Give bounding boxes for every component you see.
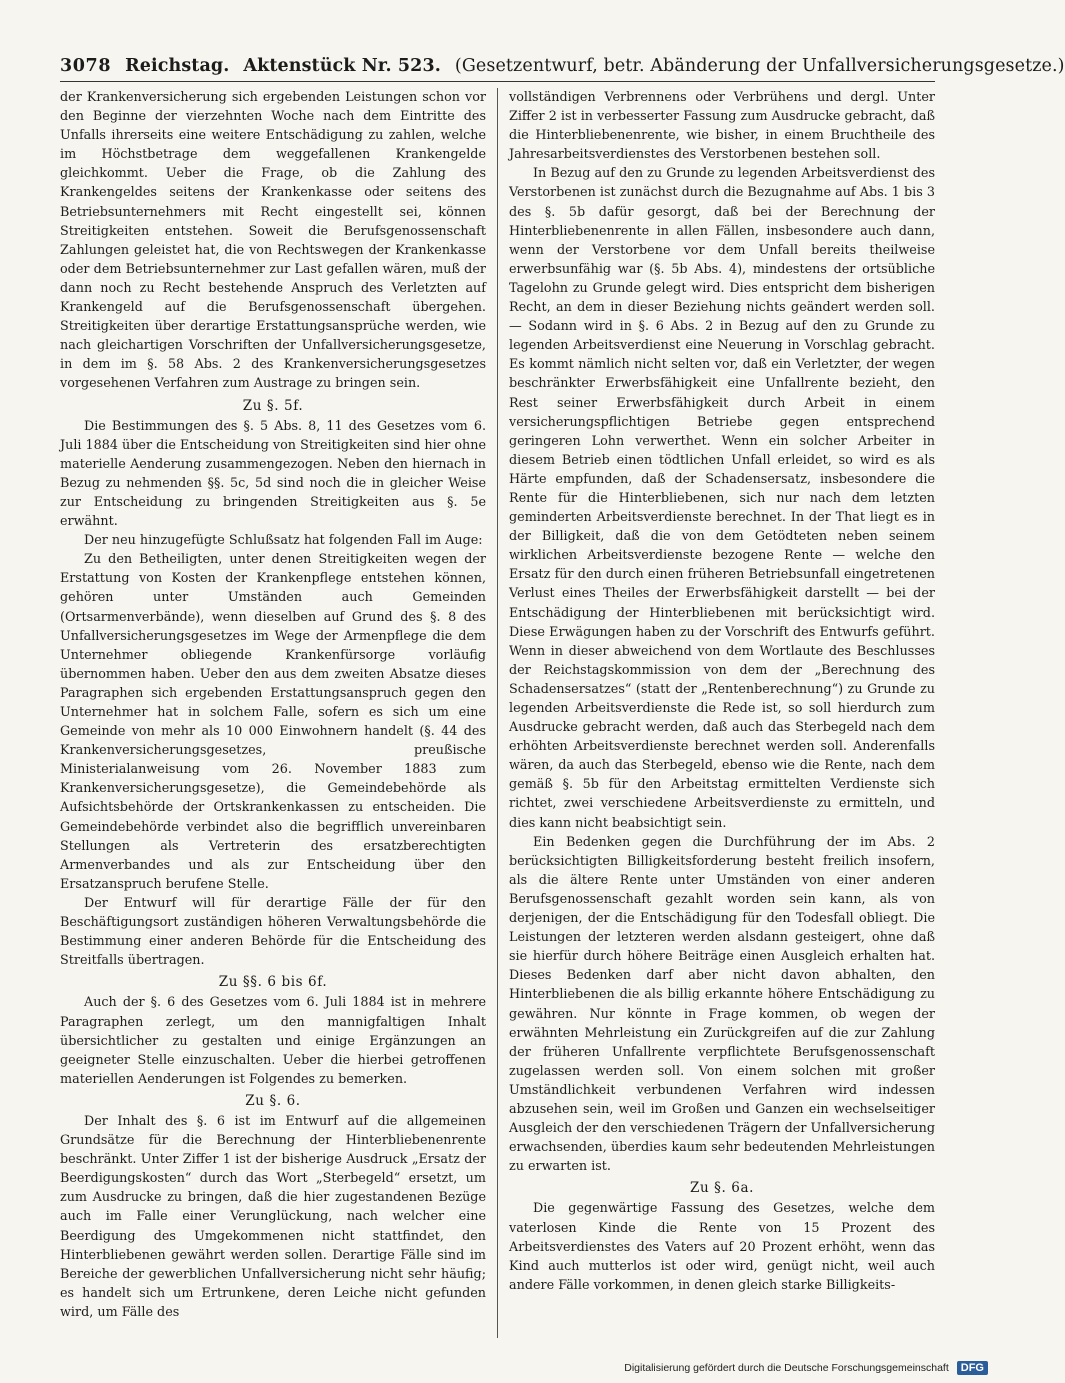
left-column [60,88,486,1338]
dfg-logo: DFG [957,1361,988,1375]
section-heading: Zu §§. 6 bis 6f. [218,974,328,991]
paragraph: Die gegenwärtige Fassung des Gesetzes, welche dem vaterlosen Kinde die Rente von 15 Prozent des Arbeitsverdienstes des Vaters auf 20 Prozent erhöht, wenn das Kind auch mutterlos ist oder wird, genügt nicht, weil auch andere Fälle vorkommen, in denen gleich starke Billigkeits- [509,1201,935,1293]
section-heading: Zu §. 6a. [689,1180,755,1197]
paragraph: Ein Bedenken gegen die Durchführung der im Abs. 2 berücksichtigten Billigkeitsforderung besteht freilich insofern, als die ältere Rente unter Umständen von einer anderen Berufsgenossenschaft gezahlt worden sein kann, als von derjenigen, der die Entschädigung für den Todesfall obliegt. Die Leistungen der letzteren werden alsdann gesteigert, ohne daß sie hierfür durch höhere Beiträge einen Ausgleich erhalten hat. Dieses Bedenken darf aber nicht davon abhalten, den Hinterbliebenen die als billig erkannte höhere Entschädigung zu gewähren. Nur könnte in Frage kommen, ob wegen der erwähnten Mehrleistung ein Zurückgreifen auf die zur Zahlung der früheren Unfallrente verpflichtete Berufsgenossenschaft zugelassen werden soll. Von einem solchen mit großer Umständlichkeit verbundenen Verfahren wird indessen abzusehen sein, weil im Großen und Ganzen ein wechselseitiger Ausgleich der den verschiedenen Trägern der Unfallversicherung erwachsenden, überdies kaum sehr bedeutenden Mehrleistungen zu erwarten ist. [509,834,935,1175]
paragraph: Der Entwurf will für derartige Fälle der für den Beschäftigungsort zuständigen höheren Verwaltungsbehörde die Bestimmung einer anderen Behörde für die Entscheidung des Streitfalls übertragen. [60,895,486,969]
document-subject: (Gesetzentwurf, betr. Abänderung der Unfallversicherungsgesetze.) [454,56,1065,76]
page-number: 3078 [60,56,112,76]
paragraph: der Krankenversicherung sich ergebenden Leistungen schon vor den Beginne der vierzehnten Woche nach dem Eintritte des Unfalls ihrerseits eine weitere Entschädigung zu zahlen, welche im Höchstbetrage dem weggefallenen Krankengelde gleichkommt. Ueber die Frage, ob die Zahlung des Krankengeldes seitens der Krankenkasse oder seitens des Betriebsunternehmers mit Recht eingestellt sei, können Streitigkeiten entstehen. Soweit die Berufsgenossenschaft Zahlungen geleistet hat, die von Rechtswegen der Krankenkasse oder dem Betriebsunternehmer zur Last gefallen wären, muß der dann noch zu Recht bestehende Anspruch des Verletzten auf Krankengeld auf die Berufsgenossenschaft übergehen. Streitigkeiten über derartige Erstattungsansprüche werden, wie nach gleichartigen Vorschriften der Unfallversicherungsgesetze, in dem im §. 58 Abs. 2 des Krankenversicherungsgesetzes vorgesehenen Verfahren zum Austrage zu bringen sein. [60,90,486,392]
institution-name: Reichstag. [125,56,230,76]
paragraph: Der neu hinzugefügte Schlußsatz hat folgenden Fall im Auge: [84,533,483,549]
page-footer [624,1361,988,1375]
right-column [509,88,935,1338]
paragraph: Der Inhalt des §. 6 ist im Entwurf auf die allgemeinen Grundsätze für die Berechnung der Hinterbliebenenrente beschränkt. Unter Ziffer 1 ist der bisherige Ausdruck „Ersatz der Beerdigungskosten“ durch das Wort „Sterbegeld“ ersetzt, um zum Ausdrucke zu bringen, daß die hier zugestandenen Bezüge auch im Falle einer Verunglückung, nach welcher eine Beerdigung des Umgekommenen nicht stattfindet, den Hinterbliebenen gewährt werden sollen. Derartige Fälle sind im Bereiche der gewerblichen Unfallversicherung nicht sehr häufig; es handelt sich um Ertrunkene, deren Leiche nicht gefunden wird, um Fälle des [60,1113,486,1320]
page-header [60,56,1065,76]
paragraph: In Bezug auf den zu Grunde zu legenden Arbeitsverdienst des Verstorbenen ist zunächst durch die Bezugnahme auf Abs. 1 bis 3 des §. 5b dafür gesorgt, daß bei der Berechnung der Hinterbliebenenrente in allen Fällen, insbesondere auch dann, wenn der Verstorbene vor dem Unfall bereits theilweise erwerbsunfähig war (§. 5b Abs. 4), mindestens der ortsübliche Tagelohn zu Grunde gelegt wird. Dies entspricht dem bisherigen Recht, an dem in dieser Beziehung nichts geändert werden soll. — Sodann wird in §. 6 Abs. 2 in Bezug auf den zu Grunde zu legenden Arbeitsverdienst eine Neuerung in Vorschlag gebracht. Es kommt nämlich nicht selten vor, daß ein Verletzter, der wegen beschränkter Erwerbsfähigkeit eine Unfallrente bezieht, den Rest seiner Erwerbsfähigkeit durch Arbeit in einem versicherungspflichtigen Betriebe gegen entsprechend geringeren Lohn verwerthet. Wenn ein solcher Arbeiter in diesem Betrieb einen tödtlichen Unfall erleidet, so wird es als Härte empfunden, daß der Schadensersatz, insbesondere die Rente für die Hinterbliebenen, sich nur nach dem letzten geminderten Arbeitsverdienste berechnet. In der That liegt es in der Billigkeit, daß die von dem Getödteten neben seinem wirklichen Arbeitsverdienste bezogene Rente — welche den Ersatz für den durch einen früheren Betriebsunfall eingetretenen Verlust eines Theiles der Erwerbsfähigkeit darstellt — bei der Entschädigung der Hinterbliebenen mit berücksichtigt wird. Diese Erwägungen haben zu der Vorschrift des Entwurfs geführt. Wenn in dieser abweichend von dem Wortlaute des Beschlusses der Reichstagskommission von dem der „Berechnung des Schadensersatzes“ (statt der „Rentenberechnung“) zu Grunde zu legenden Arbeitsverdienste die Rede ist, so soll hierdurch zum Ausdrucke gebracht werden, daß auch das Sterbegeld nach dem erhöhten Arbeitsverdienste berechnet werden soll. Anderenfalls wären, da auch das Sterbegeld, ebenso wie die Rente, nach dem gemäß §. 5b für den Arbeitstag ermittelten Verdienste sich richtet, zwei verschiedene Arbeitsverdienste zu ermitteln, und dies kann nicht beabsichtigt sein. [509,166,935,831]
document-reference: Aktenstück Nr. 523. [243,56,441,76]
column-divider [497,88,498,1338]
header-rule [60,81,935,82]
paragraph: vollständigen Verbrennens oder Verbrühens und dergl. Unter Ziffer 2 ist in verbesserter Fassung zum Ausdrucke gebracht, daß die Hinterbliebenenrente, wie bisher, in einem Bruchtheile des Jahresarbeitsverdienstes des Verstorbenen bestehen soll. [509,90,935,163]
paragraph: Die Bestimmungen des §. 5 Abs. 8, 11 des Gesetzes vom 6. Juli 1884 über die Entscheidung von Streitigkeiten sind hier ohne materielle Aenderung zusammengezogen. Neben den hiernach in Bezug zu nehmenden §§. 5c, 5d sind noch die in gleicher Weise zur Entscheidung zu bringenden Streitigkeiten aus §. 5e erwähnt. [60,418,486,530]
document-page [60,56,1065,1346]
text-columns [60,88,935,1338]
paragraph: Auch der §. 6 des Gesetzes vom 6. Juli 1884 ist in mehrere Paragraphen zerlegt, um den mannigfaltigen Inhalt übersichtlicher zu gestalten und einige Ergänzungen an geeigneter Stelle einzuschalten. Ueber die hierbei getroffenen materiellen Aenderungen ist Folgendes zu bemerken. [60,995,486,1087]
footer-credit: Digitalisierung gefördert durch die Deutsche Forschungsgemeinschaft [624,1362,949,1374]
section-heading: Zu §. 6. [245,1092,301,1109]
section-heading: Zu §. 5f. [242,397,304,414]
paragraph: Zu den Betheiligten, unter denen Streitigkeiten wegen der Erstattung von Kosten der Krankenpflege entstehen können, gehören unter Umständen auch Gemeinden (Ortsarmenverbände), wenn dieselben auf Grund des §. 8 des Unfallversicherungsgesetzes im Wege der Armenpflege die dem Unternehmer obliegende Krankenfürsorge vorläufig übernommen haben. Ueber den aus dem zweiten Absatze dieses Paragraphen sich ergebenden Erstattungsanspruch gegen den Unternehmer hat in solchem Falle, sofern es sich um eine Gemeinde von mehr als 10 000 Einwohnern handelt (§. 44 des Krankenversicherungsgesetzes, preußische Ministerialanweisung vom 26. November 1883 zum Krankenversicherungsgesetze), die Gemeindebehörde als Aufsichtsbehörde der Ortskrankenkassen zu entscheiden. Die Gemeindebehörde verbindet also die begrifflich unvereinbaren Stellungen als Vertreterin des ersatzberechtigten Armenverbandes und als zur Entscheidung über den Ersatzanspruch berufene Stelle. [60,552,486,892]
